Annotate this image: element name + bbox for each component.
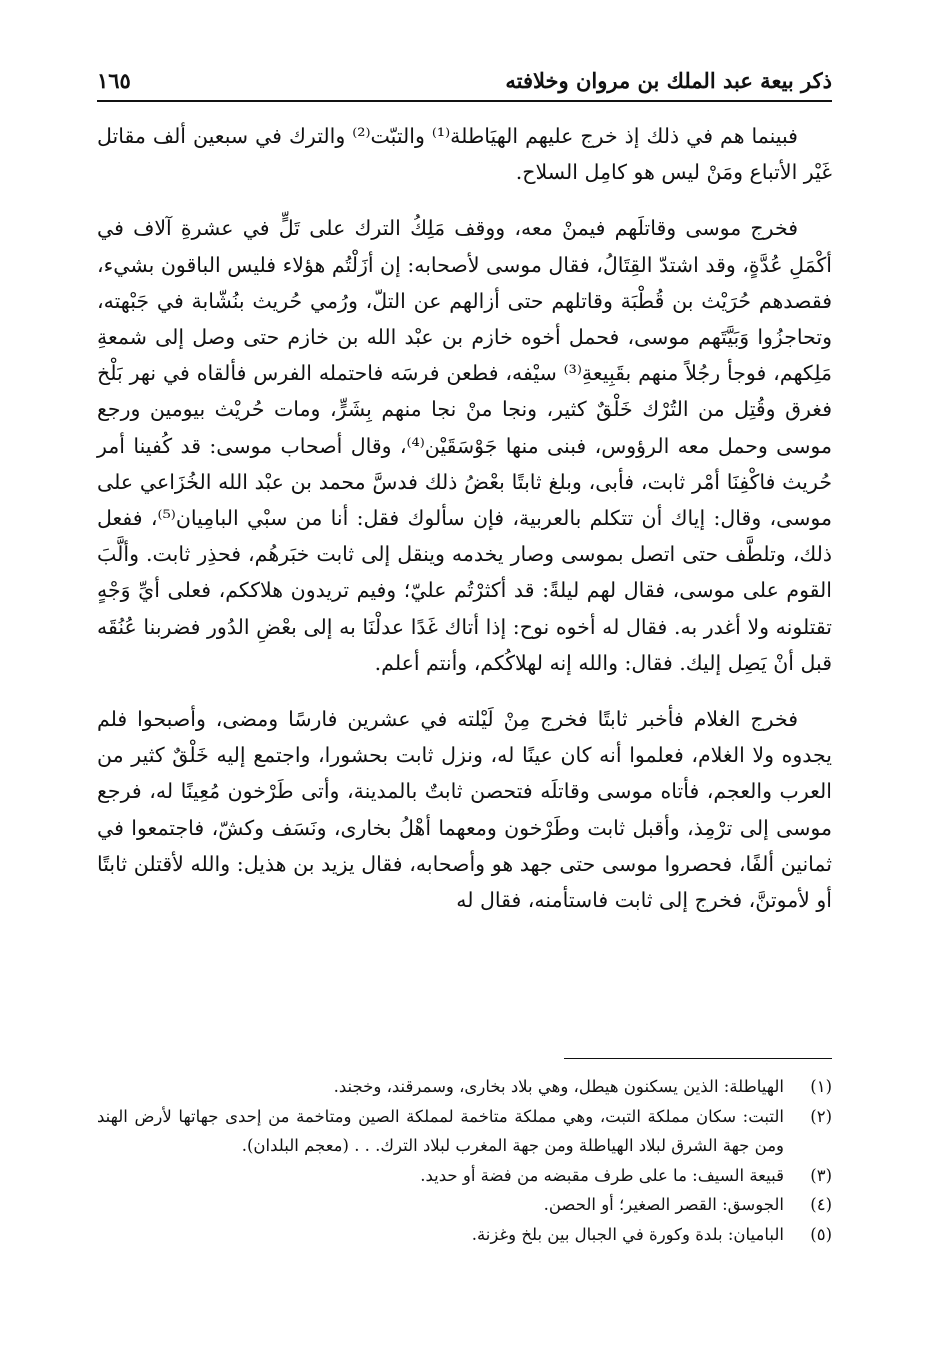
footnote-number: (١) bbox=[810, 1077, 832, 1096]
footnote-text: التبت: سكان مملكة التبت، وهي مملكة متاخمة لمملكة الصين ومتاخمة من إحدى جهاتها لأرض الهند ومن جهة الشرق لبلاد الهياطلة ومن جهة المغرب لبلاد الترك. . . (معجم البلدان). bbox=[97, 1106, 784, 1155]
running-header bbox=[97, 60, 832, 102]
footnote-text: الجوسق: القصر الصغير؛ أو الحصن. bbox=[543, 1195, 784, 1214]
footnote-text: الهياطلة: الذين يسكنون هيطل، وهي بلاد بخارى، وسمرقند، وخجند. bbox=[333, 1077, 784, 1096]
header-title: ذكر بيعة عبد الملك بن مروان وخلافته bbox=[505, 68, 832, 93]
footnotes bbox=[97, 1072, 832, 1249]
footnote-4 bbox=[97, 1190, 832, 1220]
footnote-text: قبيعة السيف: ما على طرف مقبضه من فضة أو حديد. bbox=[420, 1165, 784, 1185]
main-text bbox=[97, 118, 832, 918]
footnote-text: الباميان: بلدة وكورة في الجبال بين بلخ وغزنة. bbox=[471, 1224, 784, 1244]
paragraph-1: فبينما هم في ذلك إذ خرج عليهم الهيَاطلة⁽¹⁾ والتبّت⁽²⁾ والترك في سبعين ألف مقاتل غَيْر الأتباع ومَنْ ليس هو كامِل السلاح. bbox=[97, 124, 832, 185]
footnote-5 bbox=[97, 1220, 832, 1250]
page-number: ١٦٥ bbox=[97, 68, 131, 93]
paragraph-2: فخرج موسى وقاتلَهم فيمنْ معه، ووقف مَلِكُ الترك على تَلٍّ في عشرةِ آلاف في أكْمَلِ عُدَّةٍ، وقد اشتدّ القِتَالُ، فقال موسى لأصحابه: إن أزَلْتُم هؤلاء فليس الباقون بشيء، فقصدهم حُرَيْث بن قُطْبَة وقاتلهم حتى أزالهم عن التلّ، ورُمي حُريث بنُشّابة في جَبْهته، وتحاجزُوا وَبَيَّتَهم موسى، فحمل أخوه خازم بن عبْد الله بن خازم حتى وصل إلى شمعةِ مَلِكهم، فوجأ رجُلاً منهم بقَبِيعةِ⁽³⁾ سيْفه، فطعن فرسَه فاحتمله الفرس فألقاه في نهر بَلْخ فغرق وقُتِل من التُرْك خَلْقٌ كثير، ونجا منْ نجا منهم بِشَرٍّ، ومات حُريْث بيومين ورجع موسى وحمل معه الرؤوس، فبنى منها جَوْسَقَيْن⁽⁴⁾، وقال أصحاب موسى: قد كُفينا أمر حُريث فاكْفِنَا أمْر ثابت، فأبى، وبلغ ثابتًا بعْضُ ذلك فدسَّ محمد بن عبْد الله الخُزَاعي على موسى، وقال: إياك أن تتكلم بالعربية، فإن سألوك فقل: أنا من سبْي البامِيان⁽⁵⁾، ففعل ذلك، وتلطَّف حتى اتصل بموسى وصار يخدمه وينقل إلى ثابت خبَرهُم، فحذِر ثابت. وألَّبَ القوم على موسى، فقال لهم ليلةً: قد أكثرْتُم عليّ؛ وفيم تريدون هلاككم، فعلى أيِّ وَجْهٍ تقتلونه ولا أغدر به. فقال له أخوه نوح: إذا أتاك غَدًا عدلْنَا به إلى بعْضِ الدُور فضربنا عُنُقَه قبل أنْ يَصِل إليك. فقال: والله إنه لهلاكُكم، وأنتم أعلم. bbox=[97, 216, 832, 675]
footnote-2 bbox=[97, 1102, 832, 1161]
footnote-number: (٣) bbox=[810, 1165, 832, 1185]
footnote-1 bbox=[97, 1072, 832, 1102]
footnote-number: (٢) bbox=[810, 1106, 832, 1126]
footnote-3 bbox=[97, 1161, 832, 1191]
paragraph-3: فخرج الغلام فأخبر ثابتًا فخرج مِنْ لَيْلته في عشرين فارسًا ومضى، وأصبحوا فلم يجدوه ولا الغلام، فعلموا أنه كان عينًا له، ونزل ثابت بحشورا، واجتمع إليه خَلْقٌ كثير من العرب والعجم، فأتاه موسى وقاتلَه فتحصن ثابتٌ بالمدينة، وأتى طَرْخون مُعِينًا له، فرجع موسى إلى ترْمِذ، وأقبل ثابت وطَرْخون ومعهما أهْلُ بخارى، ونَسَف وكشّ، فاجتمعوا في ثمانين ألفًا، فحصروا موسى حتى جهد هو وأصحابه، فقال يزيد بن هذيل: والله لأقتلن ثابتًا أو لأموتنَّ، فخرج إلى ثابت فاستأمنه، فقال له bbox=[97, 707, 832, 913]
footnote-number: (٤) bbox=[810, 1195, 832, 1214]
footnote-divider bbox=[564, 1058, 832, 1059]
footnote-number: (٥) bbox=[810, 1224, 832, 1244]
